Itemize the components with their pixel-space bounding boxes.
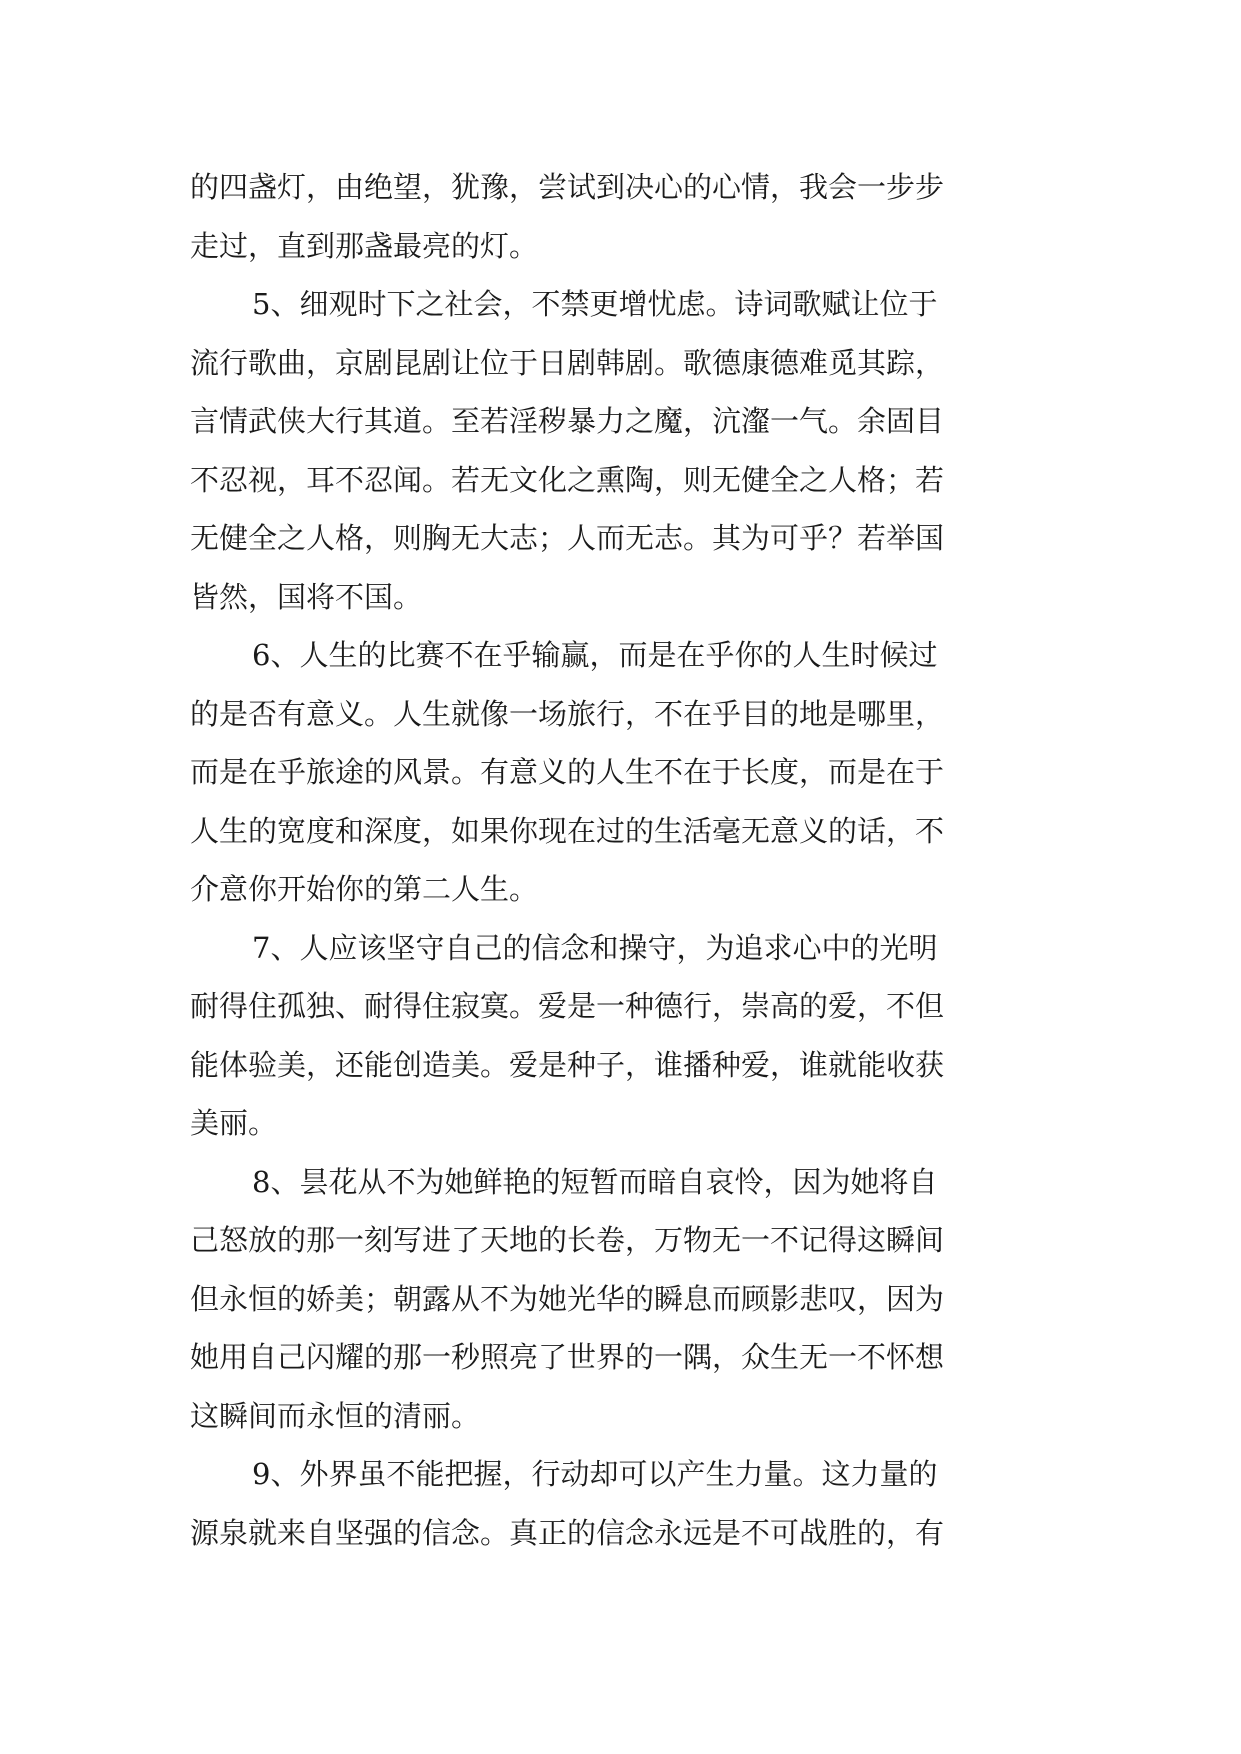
document-page	[190, 158, 1070, 1562]
text-line: 走过，直到那盏最亮的灯。	[190, 228, 539, 263]
text-line: 5、细观时下之社会，不禁更增忧虑。诗词歌赋让位于	[252, 287, 938, 321]
text-line: 7、人应该坚守自己的信念和操守，为追求心中的光明	[252, 930, 938, 965]
text-line: 而是在乎旅途的风景。有意义的人生不在于长度，而是在于	[190, 755, 945, 789]
text-line: 9、外界虽不能把握，行动却可以产生力量。这力量的	[252, 1457, 938, 1491]
text-line: 但永恒的娇美；朝露从不为她光华的瞬息而顾影悲叹，因为	[190, 1281, 945, 1316]
text-line: 这瞬间而永恒的清丽。	[190, 1398, 481, 1433]
text-line: 耐得住孤独、耐得住寂寞。爱是一种德行，崇高的爱，不但	[190, 989, 945, 1023]
text-line: 己怒放的那一刻写进了天地的长卷，万物无一不记得这瞬间	[190, 1223, 945, 1257]
text-line: 源泉就来自坚强的信念。真正的信念永远是不可战胜的，有	[190, 1515, 945, 1550]
text-line: 无健全之人格，则胸无大志；人而无志。其为可乎？若举国	[190, 521, 945, 555]
text-line: 言情武侠大行其道。至若淫秽暴力之魔，沆瀣一气。余固目	[190, 404, 945, 438]
text-line: 8、昙花从不为她鲜艳的短暂而暗自哀怜，因为她将自	[252, 1164, 938, 1199]
text-line: 6、人生的比赛不在乎输赢，而是在乎你的人生时候过	[252, 638, 938, 672]
text-line: 人生的宽度和深度，如果你现在过的生活毫无意义的话，不	[190, 813, 945, 848]
text-line: 介意你开始你的第二人生。	[190, 872, 539, 906]
text-line: 流行歌曲，京剧昆剧让位于日剧韩剧。歌德康德难觅其踪，	[190, 345, 945, 380]
text-line: 的是否有意义。人生就像一场旅行，不在乎目的地是哪里，	[190, 696, 945, 731]
text-line: 不忍视，耳不忍闻。若无文化之熏陶，则无健全之人格；若	[190, 462, 945, 497]
text-line: 皆然，国将不国。	[190, 579, 423, 614]
text-line: 她用自己闪耀的那一秒照亮了世界的一隅，众生无一不怀想	[190, 1340, 945, 1374]
text-line: 能体验美，还能创造美。爱是种子，谁播种爱，谁就能收获	[190, 1047, 945, 1082]
text-line: 的四盏灯，由绝望，犹豫，尝试到决心的心情，我会一步步	[190, 170, 945, 204]
text-line: 美丽。	[190, 1106, 278, 1140]
